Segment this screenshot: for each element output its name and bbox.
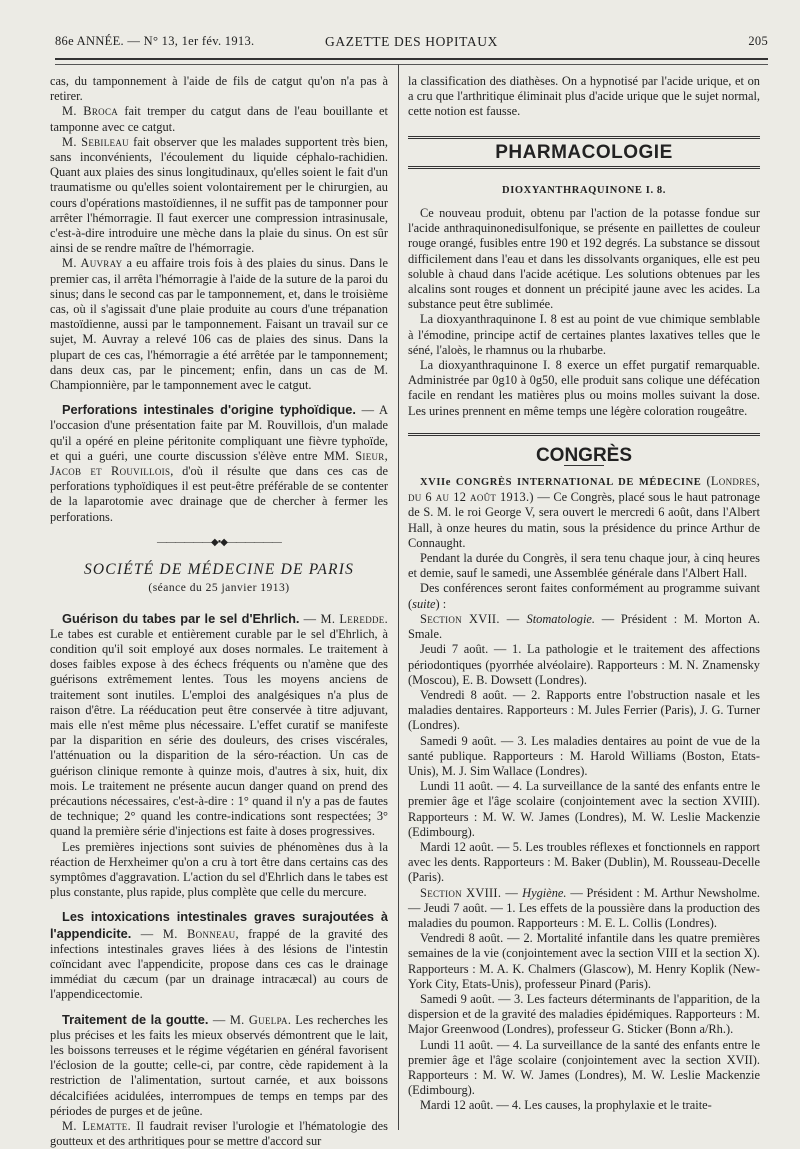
paragraph: Samedi 9 août. — 3. Les facteurs déterminants de l'apparition, de la dispersion et de la gravité des maladies épidémiques. Rapporteurs : M. Major Greenwood (Londres), professeur G. Sticker (Bonn a/Rh.).: [408, 991, 760, 1037]
speaker-name: — M. Leredde.: [299, 611, 388, 626]
right-column: [408, 74, 760, 1114]
header-rule: [55, 58, 768, 60]
pharmacologie-section-title: [408, 130, 760, 175]
paragraph-text: Le tabes est curable et entièrement curable par le sel d'Ehrlich, à condition qu'il soit employé aux doses normales. Le traitement à doses faibles expose à des échecs fréquents ou n'amène que des guérisons extrêmement lentes. Tous les moyens anciens de traitement sont inutiles. L'emploi des analgésiques n'a plus de raison d'être. La rééducation peut être conservée à titre adjuvant, mais elle n'est même plus nécessaire. L'effet curatif se manifeste par la disparition en série des douleurs, des crises viscérales, l'atténuation ou la disparition de la séro-réaction. Un cas de guérison clinique remonte à quinze mois, d'autres à six, huit, dix mois. Le traitement ne présente aucun danger quand on prend des précautions nécessaires, c'est-à-dire : 1° quand il n'y a pas de fautes de technique; 2° quand les contre-indications sont respectées; 3° quand la première série d'injections est faite à doses progressives.: [50, 626, 388, 839]
paragraph-text: — Président : M. Morton A. Smale.: [408, 611, 760, 642]
paragraph: Ce nouveau produit, obtenu par l'action de la potasse fondue sur l'acide anthraquinonedisulfonique, se présente en paillettes de couleur rouge orangé, fusibles entre 190 et 192 degrés. La substance se dissout difficilement dans l'eau et dans les dissolvants organiques, elle est peu soluble à chaud dans l'acide acétique. Les solutions obtenues par les alcalins sont rouges et donnent un précipité jaune avec les acides. La substance peut être sublimée.: [408, 206, 760, 312]
section-label: Section XVIII. —: [420, 885, 523, 900]
paragraph: La dioxyanthraquinone I. 8 est au point de vue chimique semblable à l'émodine, principe actif de certaines plantes laxatives telles que le séné, l'aloès, le rhamnus ou la rhubarbe.: [408, 312, 760, 357]
congress-dates: (Londres, du 6 au 12 août 1913.): [408, 474, 760, 505]
paragraph-text: fait tremper du catgut dans de l'eau bouillante et tamponne avec ce catgut.: [50, 104, 388, 134]
section-title: CONGRÈS: [535, 444, 633, 466]
article-heading: DIOXYANTHRAQUINONE I. 8.: [502, 184, 666, 196]
section-title: PHARMACOLOGIE: [495, 141, 673, 163]
left-column: [50, 74, 388, 1149]
speaker-name: — M. Guelpa.: [208, 1012, 292, 1027]
paragraph: [50, 402, 388, 525]
paragraph: Mardi 12 août. — 5. Les troubles réflexes et fonctionnels en rapport avec les dents. Rapporteurs : M. Baker (Dublin), M. Rousseau-Decelle (Paris).: [408, 839, 760, 885]
paragraph: Samedi 9 août. — 3. Les maladies dentaires au point de vue de la santé publique. Rapporteurs : M. Harold Williams (Boston, Etats-Unis), M. J. Sim Wallace (Londres).: [408, 733, 760, 778]
italic-text: suite: [412, 596, 436, 611]
society-title: SOCIÉTÉ DE MÉDECINE DE PARIS: [83, 561, 355, 579]
issue-info: 86e ANNÉE. — N° 13, 1er fév. 1913.: [55, 34, 255, 48]
section-topic: Hygiène.: [522, 885, 567, 900]
section-topic: Stomatologie.: [526, 611, 596, 626]
paragraph: La dioxyanthraquinone I. 8 exerce un effet purgatif remarquable. Administrée par 0g10 à 0g50, elle produit sans colique une défécation facile en rendant les matières plus ou moins molles suivant la dose. Les urines prennent en même temps une légère coloration rougeâtre.: [408, 358, 760, 418]
paragraph-text: ) :: [435, 596, 447, 611]
paragraph-text: Il faudrait reviser l'urologie et l'hématologie des goutteux et des arthritiques pour se mettre d'accord sur: [50, 1119, 388, 1149]
paragraph: Vendredi 8 août. — 2. Mortalité infantile dans les quatre premières semaines de la vie (conjointement avec la section VIII et la section X). Rapporteurs : M. A. K. Chalmers (Glascow), M. Henry Koplik (New-York City, Etats-Unis), professeur Pinard (Paris).: [408, 931, 760, 991]
paragraph-text: Des conférences seront faites conformément au programme suivant (: [408, 581, 760, 611]
paragraph: [408, 474, 760, 551]
paragraph: cas, du tamponnement à l'aide de fils de catgut qu'on n'a pas à retirer.: [50, 74, 388, 104]
paragraph: [50, 1012, 388, 1119]
paragraph-text: — Président : M. Arthur Newsholme. — Jeudi 7 août. — 1. Les effets de la poussière dans la production des maladies du poumon. Rapporteurs : M. E. L. Collis (Londres).: [408, 885, 760, 930]
title-rule: [408, 136, 760, 139]
paragraph: Vendredi 8 août. — 2. Rapports entre l'obstruction nasale et les maladies dentaires. Rapporteurs : M. Jules Ferrier (Paris), J. G. Turner (Londres).: [408, 687, 760, 733]
speaker-name: M. Lematte.: [62, 1119, 131, 1133]
section-heading: Les intoxications intestinales graves surajoutées à l'appendicite.: [50, 909, 388, 941]
section-label: Section XVII. —: [420, 611, 527, 626]
session-date: (séance du 25 janvier 1913): [148, 582, 290, 595]
paragraph: [50, 256, 388, 393]
speaker-name: M. Auvray: [62, 256, 123, 271]
page-header: [55, 34, 768, 52]
paragraph: [50, 611, 388, 840]
header-rule-thin: [55, 64, 768, 65]
paragraph: Lundi 11 août. — 4. La surveillance de la santé des enfants entre le premier âge et l'âge scolaire (conjointement avec la section XVII). Rapporteurs : M. W. W. James (Londres), M. W. Leslie Mackenzie (Edimbourg).: [408, 1037, 760, 1098]
speaker-name: M. Broca: [62, 104, 119, 119]
paragraph: Lundi 11 août. — 4. La surveillance de la santé des enfants entre le premier âge et l'âge scolaire (conjointement avec la section XVIII). Rapporteurs : M. W. W. James (Londres), M. W. Leslie Mackenzie (Edimbourg).: [408, 779, 760, 839]
paragraph-text: — Ce Congrès, placé sous le haut patronage de S. M. le roi George V, sera ouvert le mercredi 6 août, dans l'Albert Hall, à onze heures du matin, sous la présidence du prince Arthur de Connaught.: [408, 490, 760, 550]
section-heading: Traitement de la goutte.: [62, 1011, 209, 1027]
paragraph: [50, 909, 388, 1002]
paragraph: Jeudi 7 août. — 1. La pathologie et le traitement des affections périodontiques (pyorrhée alvéolaire). Rapporteurs : M. N. Znamensky (Moscou), E. B. Dowsett (Londres).: [408, 642, 760, 687]
article-heading: XVIIe CONGRÈS INTERNATIONAL DE MÉDECINE: [420, 477, 702, 489]
paragraph: [50, 135, 388, 257]
speaker-name: — M. Bonneau,: [131, 926, 239, 941]
paragraph-text: , d'où il résulte que dans ces cas de perforations typhoïdiques il est peut-être préférable de se contenter de la laparotomie avec drainage que de chercher à fermer les perforations.: [50, 464, 388, 524]
paragraph: la classification des diathèses. On a hypnotisé par l'acide urique, et on a cru que l'arthritique éliminait plus d'acide urique que le sujet normal, cette notion est fausse.: [408, 74, 760, 119]
title-rule: [408, 166, 760, 169]
paragraph: Les premières injections sont suivies de phénomènes dus à la réaction de Herxheimer qu'on a cru à tort être dans certains cas des symptômes d'aggravation. L'action du sel d'Ehrlich dans le tabes est plus constante, plus rapide, plus complète que celle du mercure.: [50, 839, 388, 900]
paragraph-text: a eu affaire trois fois à des plaies du sinus. Dans le premier cas, il arrêta l'hémorragie à l'aide de la suture de la paroi du sinus; dans le second cas par le tamponnement, et, dans le troisième cas, où il s'agissait d'une plaie produite au cours d'une trépanation mastoïdienne, aussi par le tamponnement. Faisant un travail sur ce sujet, M. Auvray a relevé 106 cas de plaies des sinus. Dans la plupart de ces cas, l'hémorragie a été arrêtée par le tamponnement; dans deux cas, par le pincement; enfin, dans un cas de M. Championnière, par le tamponnement avec le catgut.: [50, 256, 388, 393]
paragraph: Mardi 12 août. — 4. Les causes, la prophylaxie et le traite-: [420, 1098, 712, 1113]
paragraph: [408, 886, 760, 932]
paragraph: [50, 1119, 388, 1149]
speaker-names: Sieur, Jacob et Rouvillois: [50, 448, 388, 479]
paragraph-text: fait observer que les malades supportent très bien, sans inconvénients, l'écoulement du liquide céphalo-rachidien. Quant aux plaies des sinus longitudinaux, qu'elles soient le fait d'un traumatisme ou qu'elles soient volontairement per le chirurgien, au cours d'opérations mastoïdiennes, il ne suffit pas de tamponner pour arrêter l'hémorragie. Il faut exercer une compression intrasinusale, c'est-à-dire introduire une mèche dans la plaie du sinus. On est sûr ainsi de se rendre maître de l'hémorragie.: [50, 134, 388, 256]
paragraph: Pendant la durée du Congrès, il sera tenu chaque jour, à cinq heures et demie, sauf le samedi, une Assemblée générale dans l'Albert Hall.: [408, 551, 760, 581]
section-heading: Perforations intestinales d'origine typhoïdique.: [62, 402, 356, 418]
paragraph: [408, 612, 760, 642]
section-heading: Guérison du tabes par le sel d'Ehrlich.: [62, 610, 300, 626]
paragraph-text: — A l'occasion d'une présentation faite par M. Rouvillois, d'un malade qu'il a opéré en pleine péritonite compliquant une fièvre typhoïde, et qui a guéri, une courte discussion s'élève entre MM.: [50, 403, 388, 463]
page-number: 205: [748, 34, 768, 48]
ornament-divider: ——————◆•◆——————: [157, 536, 281, 548]
paragraph-text: Les recherches les plus précises et les faits les mieux observés démontrent que le lait, les boissons terreuses et le régime végétarien en général favorisent l'éclosion de la goutte; celle-ci, par contre, cède rapidement à la restriction de l'alimentation, surtout carnée, et aux boissons décalcifiées acidulées, interrompues de temps en temps par des périodes de purges et de jeûne.: [50, 1012, 388, 1118]
section-rule: [408, 433, 760, 436]
speaker-name: M. Sebileau: [62, 134, 129, 149]
paragraph-text: frappé de la gravité des infections intestinales graves liées à des lésions de l'intestin coïncidant avec l'appendicite, propose dans ces cas le drainage immédiat du cæcum (par un drainage intracæcal) au cours de l'appendicectomie.: [50, 926, 389, 1002]
column-divider: [398, 64, 399, 1130]
paragraph: [50, 104, 388, 134]
journal-title: GAZETTE DES HOPITAUX: [325, 34, 498, 49]
paragraph: [408, 581, 760, 611]
